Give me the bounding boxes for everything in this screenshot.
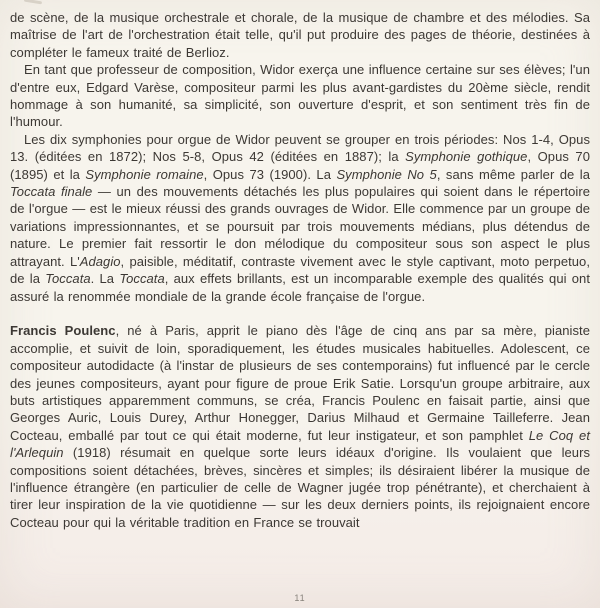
paragraph-poulenc-biography <box>10 322 590 531</box>
paragraph-widor-symphonies <box>10 131 590 305</box>
italic-run: Le Coq et l'Arlequin <box>10 427 590 461</box>
italic-run: Toccata <box>119 271 165 287</box>
paragraph-widor-professor <box>10 61 590 131</box>
text-run: , Opus 73 (1900). La <box>203 166 337 182</box>
text-run: , sans même parler de la <box>436 166 590 182</box>
italic-run: Symphonie No 5 <box>336 166 437 182</box>
italic-run: Toccata <box>45 271 91 287</box>
text-run: , aux effets brillants, est un incomparable exemple des qualités qui ont assuré la renommée mondiale de la grande école française de l'orgue. <box>10 271 590 304</box>
text-run: En tant que professeur de composition, Widor exerça une influence certaine sur ses élèves; l'un d'entre eux, Edgard Varèse, compositeur parmi les plus avant-gardistes du 20ème siècle, rendit hommage à son humanité, sa simplicité, son ouverture d'esprit, et son sentiment très fin de l'humour. <box>10 62 590 130</box>
italic-run: Toccata finale <box>10 184 93 200</box>
text-run: . La <box>90 271 120 287</box>
paragraph-widor-orchestration <box>10 9 590 61</box>
text-run: (1918) résumait en quelque sorte leurs idéaux d'origine. Ils voulaient que leurs compositions soient détachées, brèves, sincères et simples; ils désiraient libérer la musique de l'influence étrangère (en particulier de celle de Wagner jugée trop pénétrante), et cherchaient à tirer leur inspiration de la vie quotidienne — sur les deux derniers points, ils rejoignaient encore Cocteau pour qui la véritable tradition en France se trouvait <box>10 445 590 530</box>
text-run: , Opus 70 (1895) et la <box>10 149 590 182</box>
bold-run: Francis Poulenc <box>10 323 116 339</box>
italic-run: Symphonie romaine <box>85 166 204 182</box>
text-run: de scène, de la musique orchestrale et chorale, de la musique de chambre et des mélodies. Sa maîtrise de l'art de l'orchestration était telle, qu'il put produire des pages de théorie, destinées à compléter le fameux traité de Berlioz. <box>10 10 590 60</box>
italic-run: Symphonie gothique <box>405 149 528 165</box>
page-number: 11 <box>294 593 306 603</box>
text-run: , paisible, méditatif, contraste vivement avec le style captivant, moto perpetuo, de la <box>10 253 590 287</box>
text-run: , né à Paris, apprit le piano dès l'âge de cinq ans par sa mère, pianiste accomplie, et suivit de loin, sporadiquement, les études musicales habituelles. Adolescent, ce compositeur autodidacte (à l'instar de plusieurs de ses contemporains) fut influencé par le cercle des jeunes compositeurs, ayant pour figure de proue Erik Satie. Lorsqu'un groupe arbitraire, aux buts artistiques apparemment communs, se créa, Francis Poulenc en faisait partie, ainsi que Georges Auric, Louis Durey, Arthur Honegger, Darius Milhaud et Germaine Tailleferre. Jean Cocteau, emballé par tout ce qui était moderne, fut leur instigateur, et son pamphlet <box>10 323 590 443</box>
italic-run: Adagio <box>79 253 121 269</box>
text-run: Les dix symphonies pour orgue de Widor peuvent se grouper en trois périodes: Nos 1-4, Opus 13. (éditées en 1872); Nos 5-8, Opus 42 (éditées en 1887); la <box>10 131 590 165</box>
text-run: — un des mouvements détachés les plus populaires qui soient dans le répertoire de l'orgue — est le mieux réussi des grands ouvrages de Widor. Elle commence par un groupe de variations impressionnantes, et se poursuit par trois mouvements médians, plus détendus de nature. Le premier fait ressortir le don mélodique du compositeur sous son aspect le plus attrayant. L' <box>10 184 590 269</box>
